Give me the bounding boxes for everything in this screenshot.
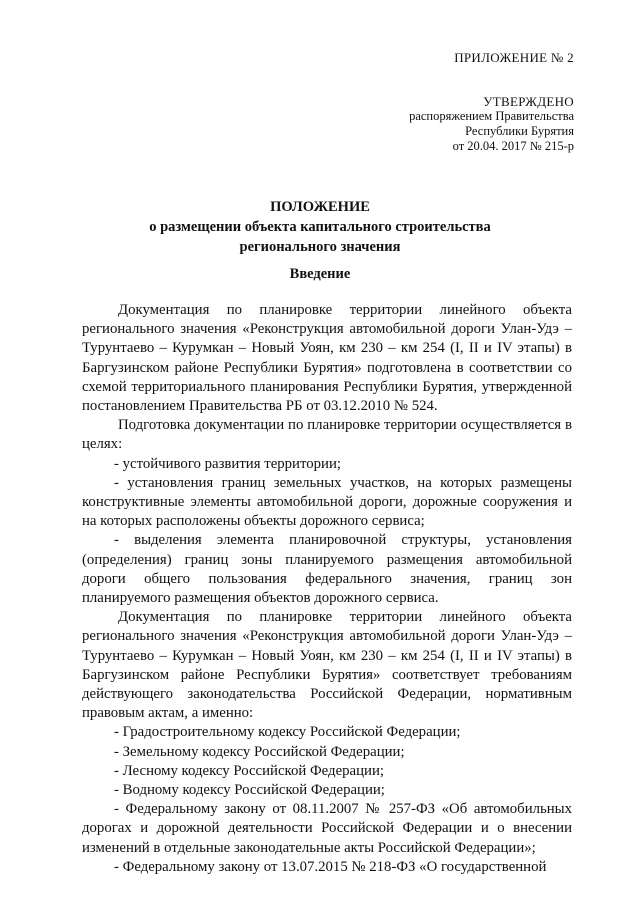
list-item-code-3: - Лесному кодексу Российской Федерации; bbox=[114, 762, 384, 779]
paragraph-goals: Подготовка документации по планировке территории осуществляется в целях: bbox=[82, 417, 572, 453]
approval-block bbox=[409, 94, 574, 154]
decree-line-2: Республики Бурятия bbox=[465, 124, 574, 138]
paragraph-compliance: Документация по планировке территории линейного объекта регионального значения «Реконструкция автомобильной дороги Улан-Удэ – Турунтаево – Курумкан – Новый Уоян, км 230 – км 254 (I, II и IV этапы) в Баргузинском районе Республики Бурятия» соответствует требованиям действующего законодательства Российской Федерации, нормативным правовым актам, а именно: bbox=[82, 609, 572, 722]
title-line-1: ПОЛОЖЕНИЕ bbox=[270, 199, 370, 215]
decree-line-3: от 20.04. 2017 № 215-р bbox=[452, 139, 574, 153]
approved-stamp: УТВЕРЖДЕНО bbox=[483, 94, 574, 109]
list-item-law-2: - Федеральному закону от 13.07.2015 № 218-ФЗ «О государственной bbox=[114, 858, 547, 875]
section-heading: Введение bbox=[289, 266, 351, 282]
list-item-goal-1: - устойчивого развития территории; bbox=[114, 455, 341, 472]
title-line-2: о размещении объекта капитального строительства bbox=[149, 219, 491, 235]
decree-line-1: распоряжением Правительства bbox=[409, 109, 574, 123]
title-line-3: регионального значения bbox=[239, 239, 401, 255]
list-item-law-1: - Федеральному закону от 08.11.2007 № 257-ФЗ «Об автомобильных дорогах и дорожной деятельности Российской Федерации и о внесении изменений в отдельные законодательные акты Российской Федерации»; bbox=[82, 801, 572, 856]
list-item-code-2: - Земельному кодексу Российской Федерации; bbox=[114, 743, 405, 760]
list-item-code-4: - Водному кодексу Российской Федерации; bbox=[114, 782, 385, 799]
annex-label bbox=[454, 50, 574, 66]
document-title bbox=[0, 197, 640, 257]
document-body bbox=[82, 301, 572, 877]
list-item-code-1: - Градостроительному кодексу Российской Федерации; bbox=[114, 724, 461, 741]
annex-number: ПРИЛОЖЕНИЕ № 2 bbox=[454, 50, 574, 65]
list-item-goal-2: - установления границ земельных участков, на которых размещены конструктивные элементы автомобильной дороги, дорожные сооружения и на которых расположены объекты дорожного сервиса; bbox=[82, 474, 572, 530]
list-item-goal-3: - выделения элемента планировочной структуры, установления (определения) границ зоны планируемого размещения автомобильной дороги общего пользования федерального значения, границ зон планируемого размещения объектов дорожного сервиса. bbox=[82, 532, 572, 607]
paragraph-intro: Документация по планировке территории линейного объекта регионального значения «Реконструкция автомобильной дороги Улан-Удэ – Турунтаево – Курумкан – Новый Уоян, км 230 – км 254 (I, II и IV этапы) в Баргузинском районе Республики Бурятия» подготовлена в соответствии со схемой территориального планирования Республики Бурятия, утвержденной постановлением Правительства РБ от 03.12.2010 № 524. bbox=[82, 302, 572, 415]
